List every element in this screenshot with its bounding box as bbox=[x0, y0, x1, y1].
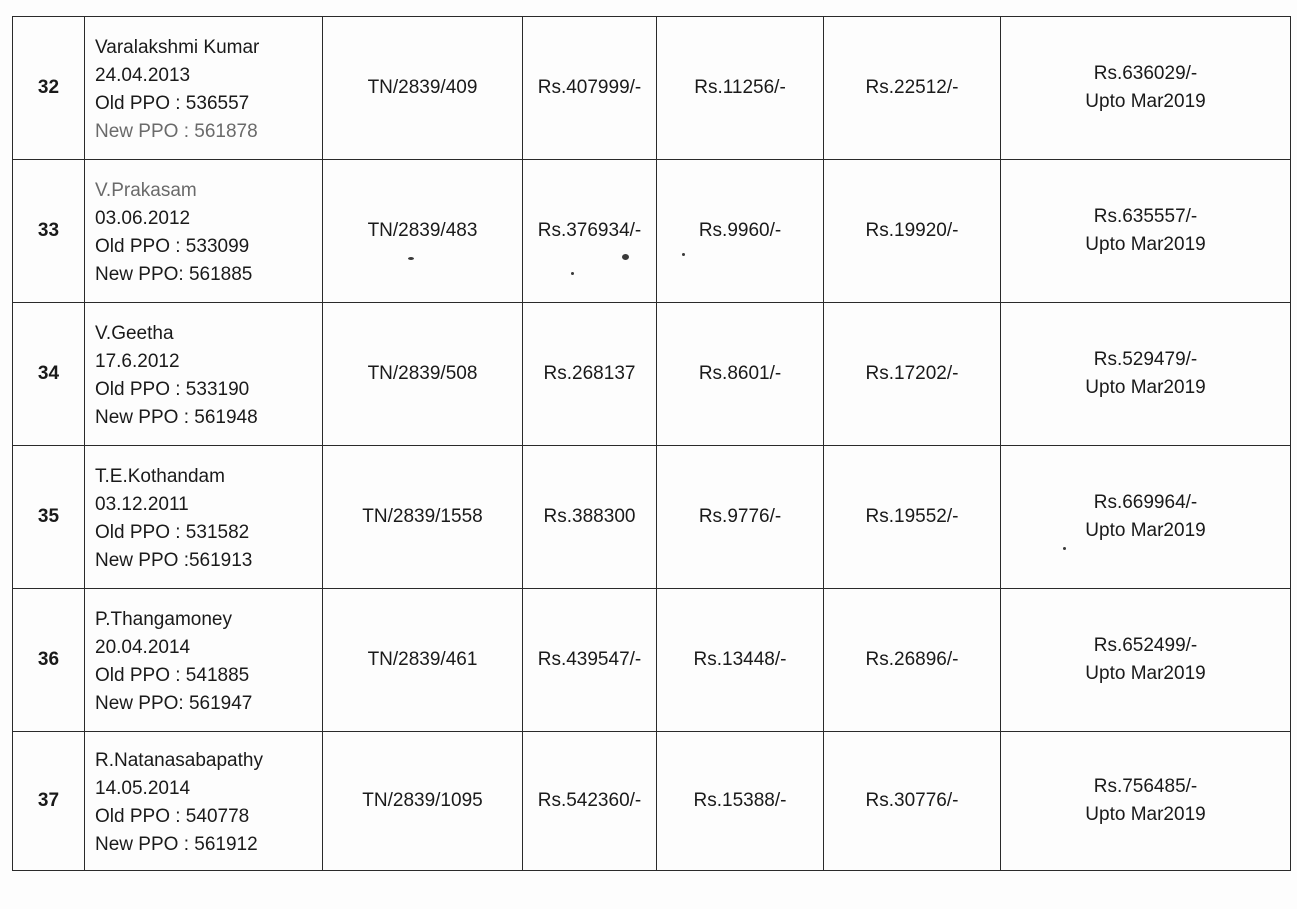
total-amount: Rs.756485/- bbox=[1093, 776, 1198, 797]
amount-3-cell: Rs.19552/- bbox=[824, 446, 1001, 589]
old-ppo: Old PPO : 541885 bbox=[95, 664, 250, 686]
amount-1-cell: Rs.268137 bbox=[523, 303, 657, 446]
pensioner-details-cell bbox=[85, 17, 323, 160]
old-ppo: Old PPO : 533099 bbox=[95, 235, 250, 257]
pensioner-name: V.Geetha bbox=[95, 322, 174, 344]
amount-3-cell: Rs.19920/- bbox=[824, 160, 1001, 303]
amount-2-cell: Rs.11256/- bbox=[657, 17, 824, 160]
pensioner-date: 03.06.2012 bbox=[95, 207, 191, 229]
amount-2-cell: Rs.13448/- bbox=[657, 589, 824, 732]
pensioner-details-cell bbox=[85, 303, 323, 446]
pensioner-date: 17.6.2012 bbox=[95, 350, 180, 372]
amount-2-cell: Rs.9960/- bbox=[657, 160, 824, 303]
amount-3-cell: Rs.26896/- bbox=[824, 589, 1001, 732]
pension-table bbox=[12, 16, 1291, 871]
new-ppo: New PPO :561913 bbox=[95, 549, 253, 571]
table-body bbox=[13, 17, 1291, 871]
serial-number-cell: 36 bbox=[13, 589, 85, 732]
serial-number-cell: 35 bbox=[13, 446, 85, 589]
total-amount: Rs.635557/- bbox=[1093, 206, 1198, 227]
upto-period: Upto Mar2019 bbox=[1085, 234, 1206, 255]
upto-period: Upto Mar2019 bbox=[1085, 377, 1206, 398]
upto-period: Upto Mar2019 bbox=[1085, 520, 1206, 541]
table-row bbox=[13, 589, 1291, 732]
table-row bbox=[13, 303, 1291, 446]
total-amount: Rs.636029/- bbox=[1093, 63, 1198, 84]
new-ppo: New PPO : 561948 bbox=[95, 406, 258, 428]
amount-1-cell: Rs.542360/- bbox=[523, 732, 657, 871]
scan-speck bbox=[1063, 547, 1066, 550]
scan-speck bbox=[682, 253, 685, 256]
amount-2-cell: Rs.15388/- bbox=[657, 732, 824, 871]
table-row bbox=[13, 446, 1291, 589]
amount-1-cell: Rs.376934/- bbox=[523, 160, 657, 303]
amount-3-cell: Rs.30776/- bbox=[824, 732, 1001, 871]
reference-number-cell: TN/2839/508 bbox=[323, 303, 523, 446]
old-ppo: Old PPO : 540778 bbox=[95, 805, 250, 827]
total-arrears-cell bbox=[1001, 732, 1291, 871]
pensioner-date: 03.12.2011 bbox=[95, 493, 189, 515]
old-ppo: Old PPO : 531582 bbox=[95, 521, 250, 543]
old-ppo: Old PPO : 533190 bbox=[95, 378, 250, 400]
table-row bbox=[13, 732, 1291, 871]
amount-1-cell: Rs.439547/- bbox=[523, 589, 657, 732]
amount-1-cell: Rs.407999/- bbox=[523, 17, 657, 160]
pensioner-name: R.Natanasabapathy bbox=[95, 749, 263, 771]
total-arrears-cell bbox=[1001, 303, 1291, 446]
serial-number-cell: 33 bbox=[13, 160, 85, 303]
total-amount: Rs.669964/- bbox=[1093, 492, 1198, 513]
pensioner-name: P.Thangamoney bbox=[95, 608, 232, 630]
serial-number-cell: 32 bbox=[13, 17, 85, 160]
reference-number-cell: TN/2839/1095 bbox=[323, 732, 523, 871]
scan-speck bbox=[622, 254, 629, 260]
upto-period: Upto Mar2019 bbox=[1085, 804, 1206, 825]
amount-2-cell: Rs.8601/- bbox=[657, 303, 824, 446]
amount-3-cell: Rs.22512/- bbox=[824, 17, 1001, 160]
serial-number-cell: 34 bbox=[13, 303, 85, 446]
total-amount: Rs.529479/- bbox=[1093, 349, 1198, 370]
pensioner-details-cell bbox=[85, 160, 323, 303]
amount-3-cell: Rs.17202/- bbox=[824, 303, 1001, 446]
table-row bbox=[13, 160, 1291, 303]
total-amount: Rs.652499/- bbox=[1093, 635, 1198, 656]
pensioner-details-cell bbox=[85, 446, 323, 589]
scan-speck bbox=[571, 272, 574, 275]
pensioner-name: V.Prakasam bbox=[95, 179, 197, 201]
reference-number-cell: TN/2839/1558 bbox=[323, 446, 523, 589]
total-arrears-cell bbox=[1001, 17, 1291, 160]
upto-period: Upto Mar2019 bbox=[1085, 663, 1206, 684]
amount-2-cell: Rs.9776/- bbox=[657, 446, 824, 589]
new-ppo: New PPO: 561947 bbox=[95, 692, 253, 714]
serial-number-cell: 37 bbox=[13, 732, 85, 871]
new-ppo: New PPO : 561878 bbox=[95, 120, 258, 142]
pensioner-details-cell bbox=[85, 732, 323, 871]
total-arrears-cell bbox=[1001, 160, 1291, 303]
pensioner-date: 14.05.2014 bbox=[95, 777, 191, 799]
reference-number-cell: TN/2839/409 bbox=[323, 17, 523, 160]
old-ppo: Old PPO : 536557 bbox=[95, 92, 250, 114]
new-ppo: New PPO: 561885 bbox=[95, 263, 253, 285]
reference-number-cell: TN/2839/461 bbox=[323, 589, 523, 732]
new-ppo: New PPO : 561912 bbox=[95, 833, 258, 855]
table-row bbox=[13, 17, 1291, 160]
total-arrears-cell bbox=[1001, 446, 1291, 589]
pensioner-date: 24.04.2013 bbox=[95, 64, 191, 86]
amount-1-cell: Rs.388300 bbox=[523, 446, 657, 589]
total-arrears-cell bbox=[1001, 589, 1291, 732]
scan-speck bbox=[408, 257, 414, 260]
pensioner-details-cell bbox=[85, 589, 323, 732]
reference-number-cell: TN/2839/483 bbox=[323, 160, 523, 303]
upto-period: Upto Mar2019 bbox=[1085, 91, 1206, 112]
pensioner-name: Varalakshmi Kumar bbox=[95, 36, 260, 58]
pensioner-name: T.E.Kothandam bbox=[95, 465, 225, 487]
pensioner-date: 20.04.2014 bbox=[95, 636, 191, 658]
